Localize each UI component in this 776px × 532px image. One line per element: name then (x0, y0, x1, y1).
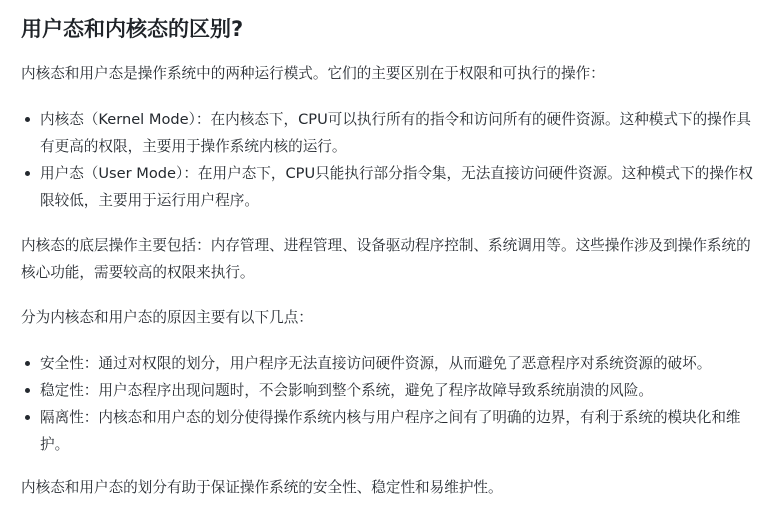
list-item-stability: 稳定性：用户态程序出现问题时，不会影响到整个系统，避免了程序故障导致系统崩溃的风险。 (40, 377, 764, 404)
list-item-isolation: 隔离性：内核态和用户态的划分使得操作系统内核与用户程序之间有了明确的边界，有利于系统的模块化和维护。 (40, 404, 764, 458)
intro-paragraph: 内核态和用户态是操作系统中的两种运行模式。它们的主要区别在于权限和可执行的操作： (21, 65, 605, 82)
reason-list (21, 350, 764, 458)
mode-list (21, 106, 764, 214)
summary-paragraph: 内核态和用户态的划分有助于保证操作系统的安全性、稳定性和易维护性。 (21, 479, 503, 496)
reason-intro-paragraph: 分为内核态和用户态的原因主要有以下几点： (21, 309, 313, 326)
list-item-kernel-mode: 内核态（Kernel Mode）：在内核态下，CPU可以执行所有的指令和访问所有的硬件资源。这种模式下的操作具有更高的权限，主要用于操作系统内核的运行。 (40, 106, 764, 160)
list-item-user-mode: 用户态（User Mode）：在用户态下，CPU只能执行部分指令集，无法直接访问硬件资源。这种模式下的操作权限较低，主要用于运行用户程序。 (40, 160, 764, 214)
page-title: 用户态和内核态的区别? (21, 17, 244, 41)
kernel-ops-paragraph: 内核态的底层操作主要包括：内存管理、进程管理、设备驱动程序控制、系统调用等。这些操作涉及到操作系统的核心功能，需要较高的权限来执行。 (21, 237, 751, 281)
list-item-security: 安全性：通过对权限的划分，用户程序无法直接访问硬件资源，从而避免了恶意程序对系统资源的破坏。 (40, 350, 764, 377)
